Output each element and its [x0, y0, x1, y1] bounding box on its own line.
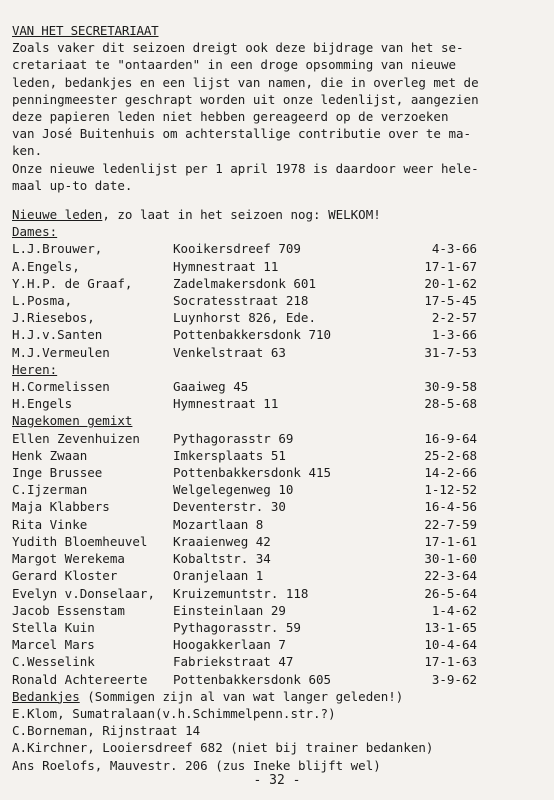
- member-row: [12, 309, 526, 326]
- member-row: [12, 619, 526, 636]
- member-row: [12, 567, 526, 584]
- member-address: Kooikersdreef 709: [173, 241, 301, 257]
- member-birthdate: 28-5-68: [424, 396, 477, 412]
- resignation-line: E.Klom, Sumatralaan(v.h.Schimmelpenn.str.?): [12, 705, 336, 721]
- member-row: [12, 550, 526, 567]
- paragraph-line: maal up-to date.: [12, 177, 133, 193]
- member-name: Yudith Bloemheuvel: [12, 533, 148, 549]
- resignations-label: Bedankjes: [12, 688, 80, 704]
- spacer: [12, 194, 526, 206]
- member-address: Hymnestraat 11: [173, 258, 279, 274]
- member-row: [12, 447, 526, 464]
- member-row: [12, 516, 526, 533]
- new-members-welcome: , zo laat in het seizoen nog: WELKOM!: [102, 207, 381, 223]
- member-row: [12, 636, 526, 653]
- member-name: Marcel Mars: [12, 637, 95, 653]
- member-name: Henk Zwaan: [12, 447, 88, 463]
- member-name: H.Cormelissen: [12, 379, 110, 395]
- member-birthdate: 26-5-64: [424, 585, 477, 601]
- member-name: L.J.Brouwer,: [12, 241, 103, 257]
- section-heading: VAN HET SECRETARIAAT: [12, 23, 159, 38]
- member-row: [12, 275, 526, 292]
- member-address: Socratesstraat 218: [173, 293, 309, 309]
- member-address: Imkersplaats 51: [173, 447, 286, 463]
- group-label: Heren:: [12, 361, 58, 377]
- member-birthdate: 25-2-68: [424, 447, 477, 463]
- resignations-list: [12, 705, 526, 774]
- member-address: Kraaienweg 42: [173, 533, 271, 549]
- member-address: Hoogakkerlaan 7: [173, 637, 286, 653]
- member-birthdate: 14-2-66: [424, 465, 477, 481]
- member-name: Gerard Kloster: [12, 568, 118, 584]
- member-birthdate: 30-9-58: [424, 379, 477, 395]
- member-birthdate: 4-3-66: [431, 241, 477, 257]
- member-name: Margot Werekema: [12, 551, 125, 567]
- member-row: [12, 292, 526, 309]
- member-name: Inge Brussee: [12, 465, 103, 481]
- member-birthdate: 3-9-62: [431, 671, 477, 687]
- page-number: - 32 -: [253, 773, 301, 788]
- member-row: [12, 326, 526, 343]
- member-address: Kruizemuntstr. 118: [173, 585, 309, 601]
- member-row: [12, 602, 526, 619]
- member-birthdate: 22-7-59: [424, 516, 477, 532]
- member-name: Ellen Zevenhuizen: [12, 430, 140, 446]
- member-name: Stella Kuin: [12, 619, 95, 635]
- member-address: Zadelmakersdonk 601: [173, 275, 316, 291]
- paragraph-line: leden, bedankjes en een lijst van namen, die in overleg met de: [12, 74, 479, 90]
- resignations-title: [12, 688, 526, 705]
- member-address: Pythagorasstr 69: [173, 430, 294, 446]
- intro-paragraph: [12, 39, 526, 194]
- member-name: Rita Vinke: [12, 516, 88, 532]
- resignation-line: Ans Roelofs, Mauvestr. 206 (zus Ineke blijft wel): [12, 757, 381, 773]
- member-row: [12, 671, 526, 688]
- member-birthdate: 22-3-64: [424, 568, 477, 584]
- member-birthdate: 31-7-53: [424, 344, 477, 360]
- member-birthdate: 1-4-62: [431, 602, 477, 618]
- member-name: H.Engels: [12, 396, 73, 412]
- member-address: Hymnestraat 11: [173, 396, 279, 412]
- paragraph-line: Zoals vaker dit seizoen dreigt ook deze bijdrage van het se-: [12, 40, 464, 56]
- member-row: [12, 258, 526, 275]
- member-name: H.J.v.Santen: [12, 327, 103, 343]
- member-name: Jacob Essenstam: [12, 602, 125, 618]
- member-row: [12, 653, 526, 670]
- new-members-title: [12, 206, 526, 223]
- member-row: [12, 430, 526, 447]
- member-birthdate: 17-1-61: [424, 533, 477, 549]
- member-address: Fabriekstraat 47: [173, 654, 294, 670]
- member-address: Luynhorst 826, Ede.: [173, 310, 316, 326]
- member-address: Kobaltstr. 34: [173, 551, 271, 567]
- member-address: Oranjelaan 1: [173, 568, 264, 584]
- member-name: Ronald Achtereerte: [12, 671, 148, 687]
- member-name: Y.H.P. de Graaf,: [12, 275, 133, 291]
- member-name: Evelyn v.Donselaar,: [12, 585, 155, 601]
- member-birthdate: 20-1-62: [424, 275, 477, 291]
- member-name: C.Ijzerman: [12, 482, 88, 498]
- member-birthdate: 1-3-66: [431, 327, 477, 343]
- paragraph-line: ken.: [12, 143, 43, 159]
- member-row: [12, 344, 526, 361]
- paragraph-line: penningmeester geschrapt worden uit onze ledenlijst, aangezien: [12, 91, 479, 107]
- member-groups: [12, 223, 526, 687]
- member-birthdate: 16-4-56: [424, 499, 477, 515]
- member-row: [12, 464, 526, 481]
- resignation-line: C.Borneman, Rijnstraat 14: [12, 723, 201, 739]
- member-birthdate: 17-5-45: [424, 293, 477, 309]
- member-address: Pottenbakkersdonk 710: [173, 327, 332, 343]
- member-row: [12, 498, 526, 515]
- member-address: Deventerstr. 30: [173, 499, 286, 515]
- member-address: Gaaiweg 45: [173, 379, 249, 395]
- member-address: Pythagorasstr. 59: [173, 619, 301, 635]
- member-row: [12, 481, 526, 498]
- member-name: C.Wesselink: [12, 654, 95, 670]
- paragraph-line: cretariaat te "ontaarden" in een droge opsomming van nieuwe: [12, 57, 457, 73]
- member-name: M.J.Vermeulen: [12, 344, 110, 360]
- member-row: [12, 240, 526, 257]
- group-label: Dames:: [12, 224, 58, 240]
- member-birthdate: 1-12-52: [424, 482, 477, 498]
- member-name: A.Engels,: [12, 258, 80, 274]
- member-address: Einsteinlaan 29: [173, 602, 286, 618]
- member-birthdate: 2-2-57: [431, 310, 477, 326]
- paragraph-line: van José Buitenhuis om achterstallige contributie over te ma-: [12, 126, 472, 142]
- member-birthdate: 30-1-60: [424, 551, 477, 567]
- member-birthdate: 17-1-67: [424, 258, 477, 274]
- member-row: [12, 378, 526, 395]
- member-address: Mozartlaan 8: [173, 516, 264, 532]
- member-birthdate: 10-4-64: [424, 637, 477, 653]
- member-birthdate: 16-9-64: [424, 430, 477, 446]
- member-row: [12, 395, 526, 412]
- member-row: [12, 533, 526, 550]
- member-address: Venkelstraat 63: [173, 344, 286, 360]
- member-address: Pottenbakkersdonk 415: [173, 465, 332, 481]
- member-name: L.Posma,: [12, 293, 73, 309]
- member-birthdate: 17-1-63: [424, 654, 477, 670]
- member-birthdate: 13-1-65: [424, 619, 477, 635]
- group-label: Nagekomen gemixt: [12, 413, 133, 429]
- paragraph-line: Onze nieuwe ledenlijst per 1 april 1978 is daardoor weer hele-: [12, 160, 479, 176]
- new-members-label: Nieuwe leden: [12, 207, 103, 223]
- member-address: Pottenbakkersdonk 605: [173, 671, 332, 687]
- resignation-line: A.Kirchner, Looiersdreef 682 (niet bij trainer bedanken): [12, 740, 434, 756]
- member-name: Maja Klabbers: [12, 499, 110, 515]
- paragraph-line: deze papieren leden niet hebben gereageerd op de verzoeken: [12, 109, 449, 125]
- member-name: J.Riesebos,: [12, 310, 95, 326]
- member-row: [12, 585, 526, 602]
- member-address: Welgelegenweg 10: [173, 482, 294, 498]
- resignations-note: (Sommigen zijn al van wat langer geleden!): [79, 688, 404, 704]
